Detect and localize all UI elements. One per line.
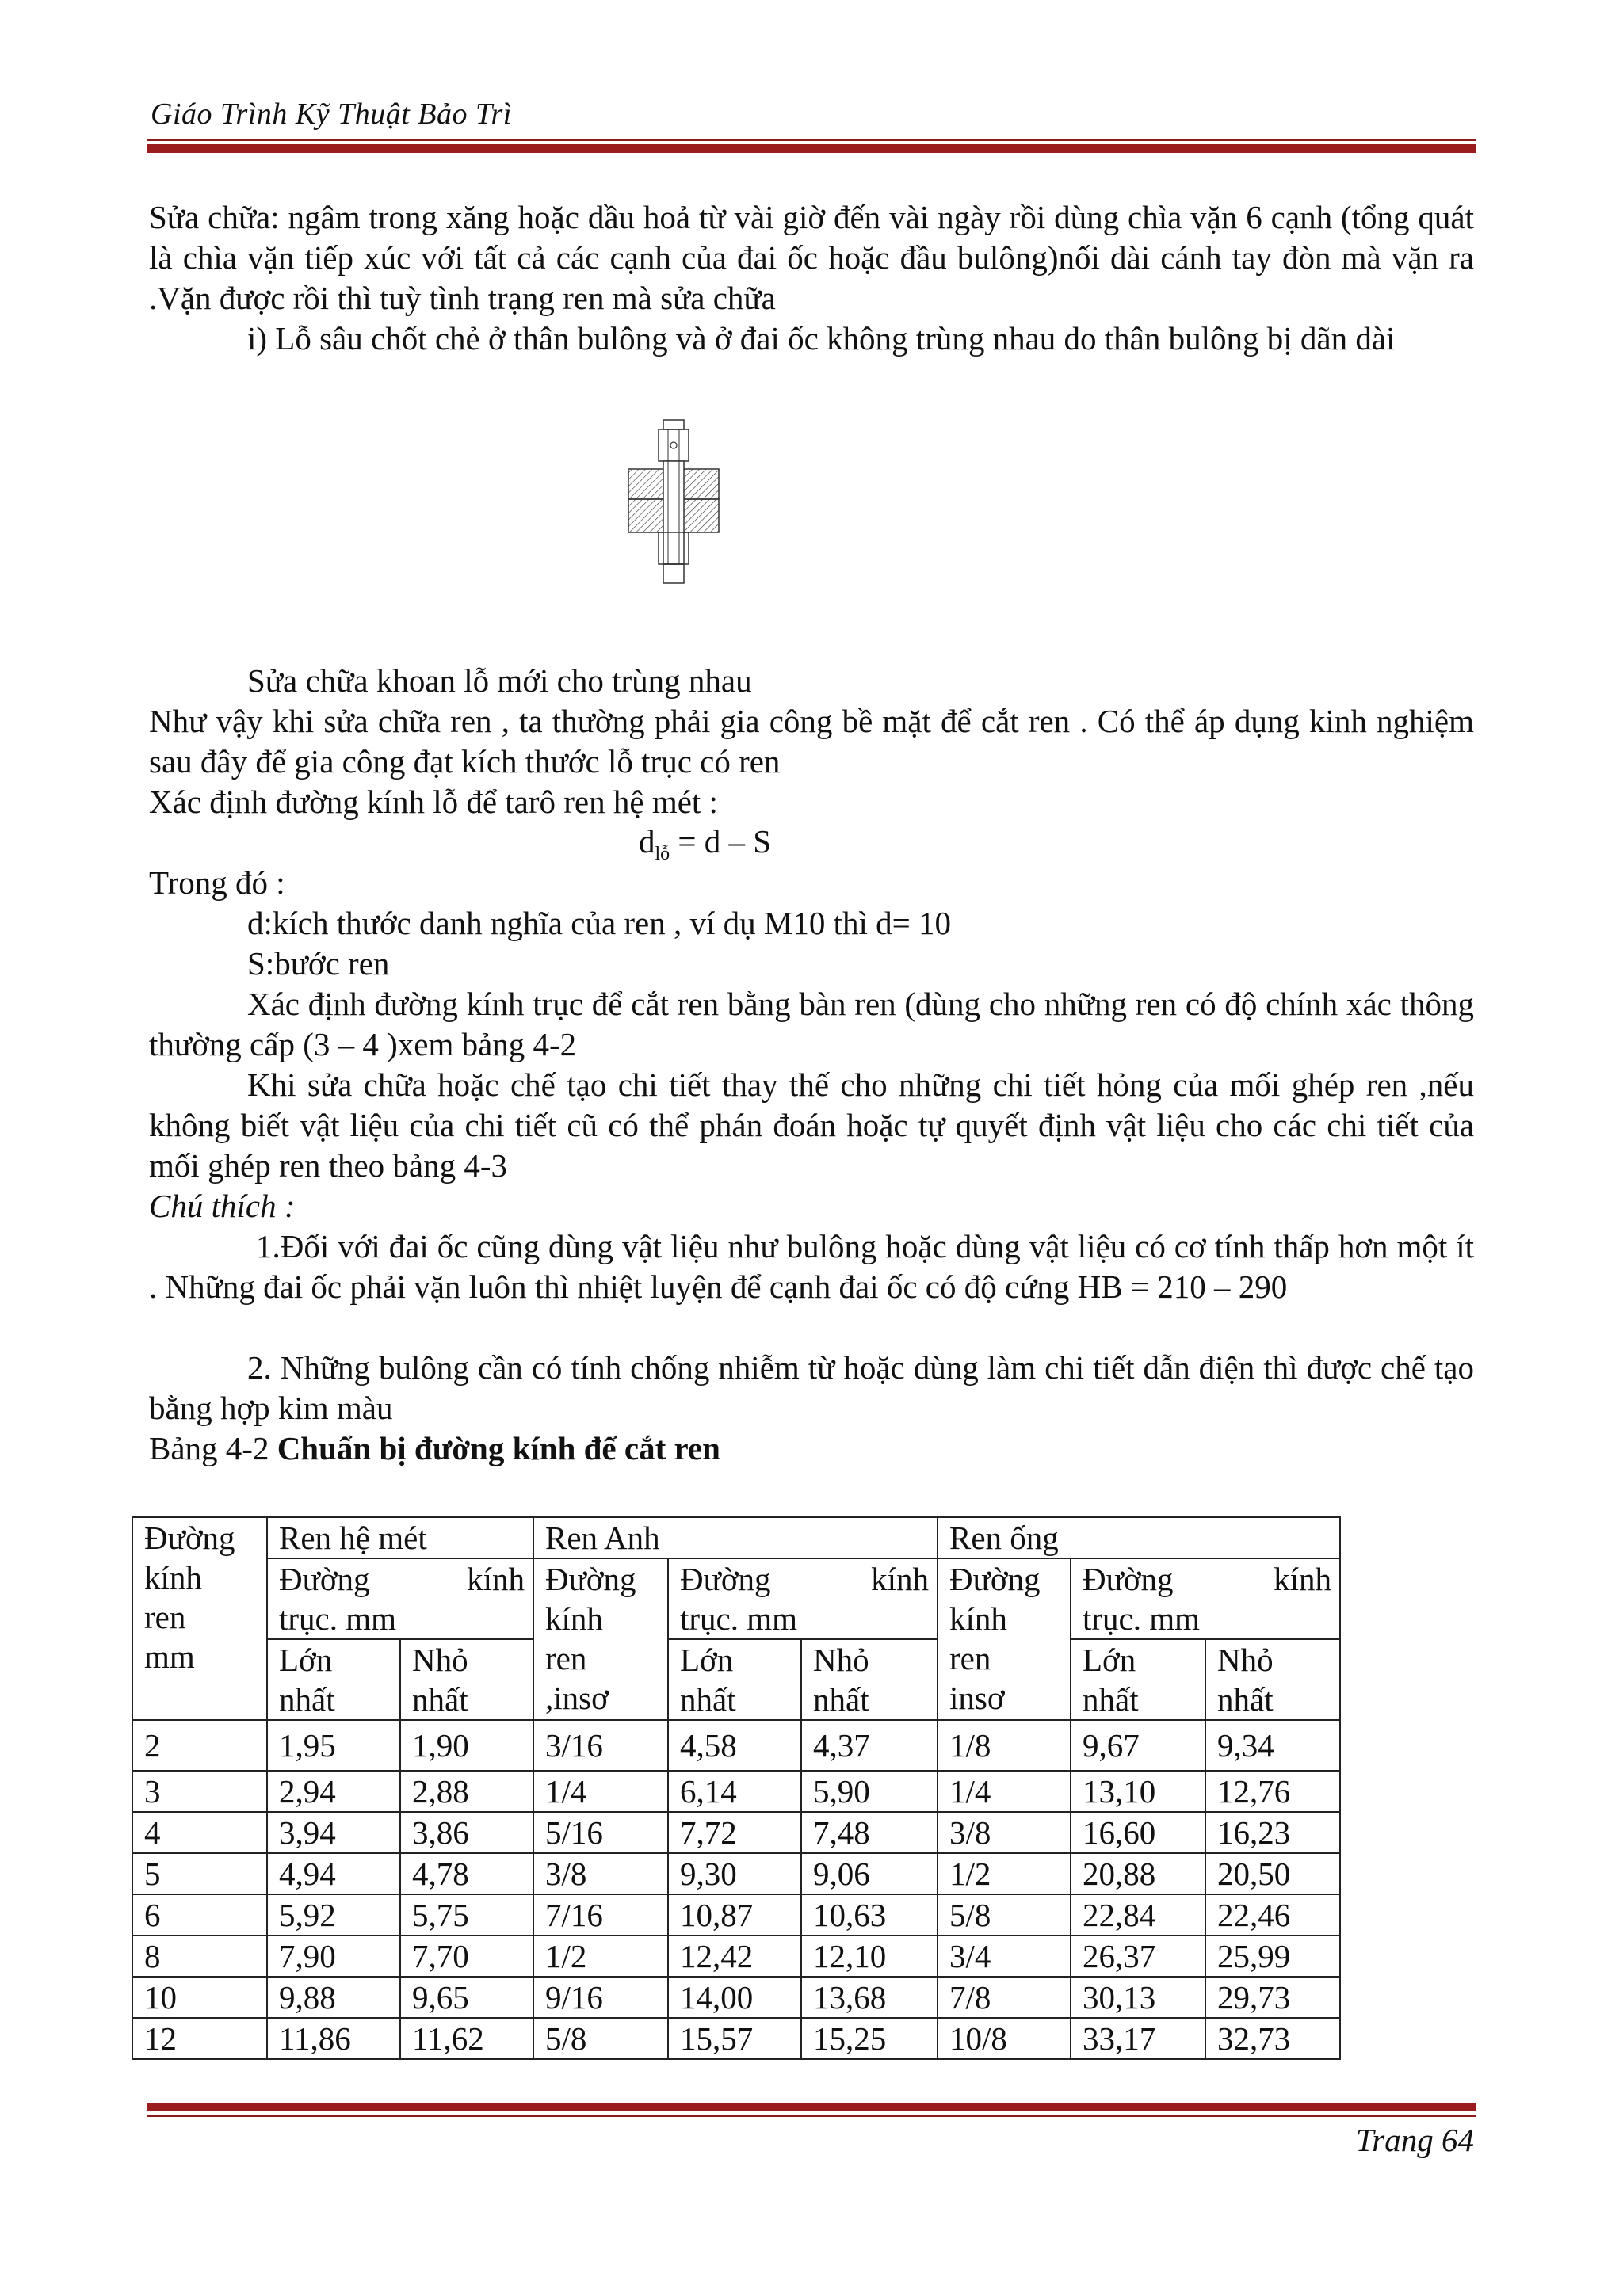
table-cell: 3/16 [533, 1720, 668, 1771]
table-cell: 12,76 [1205, 1771, 1340, 1812]
header-english-thread: Ren Anh [533, 1517, 938, 1558]
table-row [132, 1894, 1340, 1936]
note-1: 1.Đối với đai ốc cũng dùng vật liệu như bulông hoặc dùng vật liệu có cơ tính thấp hơn một ít . Những đai ốc phải vặn luôn thì nhiệt luyện để cạnh đai ốc có độ cứng HB = 210 – 290 [149, 1228, 1474, 1305]
header-english-max: Lớn nhất [668, 1639, 801, 1720]
table-cell: 4,94 [267, 1853, 400, 1894]
table-cell: 22,46 [1205, 1894, 1340, 1936]
header-pipe-min: Nhỏ nhất [1205, 1639, 1340, 1720]
table-cell: 3,94 [267, 1812, 400, 1853]
table-cell: 3 [132, 1771, 267, 1812]
header-pipe-thread: Ren ống [938, 1517, 1340, 1558]
table-cell: 13,68 [801, 1977, 938, 2018]
header-rule-thick [147, 144, 1476, 153]
table-cell: 9,34 [1205, 1720, 1340, 1771]
table-cell: 1/2 [533, 1936, 668, 1977]
table-cell: 3/8 [938, 1812, 1071, 1853]
table-cell: 4,78 [400, 1853, 533, 1894]
footer-rule-thin [147, 2115, 1476, 2117]
table-cell: 2,94 [267, 1771, 400, 1812]
table-cell: 9,88 [267, 1977, 400, 2018]
table-cell: 33,17 [1071, 2018, 1205, 2059]
table-cell: 7,90 [267, 1936, 400, 1977]
header-pipe-max: Lớn nhất [1071, 1639, 1205, 1720]
table-cell: 20,50 [1205, 1853, 1340, 1894]
table-cell: 10 [132, 1977, 267, 2018]
table-cell: 7/16 [533, 1894, 668, 1936]
running-header-title: Giáo Trình Kỹ Thuật Bảo Trì [151, 97, 512, 131]
table-cell: 4,58 [668, 1720, 801, 1771]
table-cell: 8 [132, 1936, 267, 1977]
table-cell: 12 [132, 2018, 267, 2059]
page-number: Trang 64 [1355, 2122, 1474, 2158]
header-rule-thin [147, 139, 1476, 141]
table-row [132, 1936, 1340, 1977]
header-thread-diameter: Đường kính ren mm [132, 1517, 267, 1720]
table-cell: 2 [132, 1720, 267, 1771]
table-cell: 16,60 [1071, 1812, 1205, 1853]
table-cell: 14,00 [668, 1977, 801, 2018]
footer-rule-thick [147, 2103, 1476, 2111]
table-cell: 9,30 [668, 1853, 801, 1894]
table-cell: 3/4 [938, 1936, 1071, 1977]
table-row [132, 1977, 1340, 2018]
table-cell: 5,75 [400, 1894, 533, 1936]
table-cell: 26,37 [1071, 1936, 1205, 1977]
table-cell: 5,92 [267, 1894, 400, 1936]
paragraph-where: Trong đó : [149, 864, 285, 901]
paragraph-shaft-diameter: Xác định đường kính trục để cắt ren bằng bàn ren (dùng cho những ren có độ chính xác thông thường cấp (3 – 4 )xem bảng 4-2 [149, 986, 1474, 1062]
table-cell: 7,70 [400, 1936, 533, 1977]
table-cell: 12,10 [801, 1936, 938, 1977]
table-cell: 16,23 [1205, 1812, 1340, 1853]
table-row [132, 1771, 1340, 1812]
table-cell: 1/4 [533, 1771, 668, 1812]
note-title: Chú thích : [149, 1188, 296, 1224]
header-english-min: Nhỏ nhất [801, 1639, 938, 1720]
table-header-row-2 [132, 1558, 1340, 1639]
table-cell: 1/2 [938, 1853, 1071, 1894]
table-cell: 9,06 [801, 1853, 938, 1894]
header-pipe-shaft-diameter: Đường kính trục. mm [1071, 1558, 1340, 1639]
table-cell: 15,57 [668, 2018, 801, 2059]
table-cell: 25,99 [1205, 1936, 1340, 1977]
table-cell: 6 [132, 1894, 267, 1936]
paragraph-s-definition: S:bước ren [247, 945, 390, 982]
table-cell: 5/16 [533, 1812, 668, 1853]
table-cell: 6,14 [668, 1771, 801, 1812]
table-cell: 10,63 [801, 1894, 938, 1936]
header-english-shaft-diameter: Đường kính trục. mm [668, 1558, 938, 1639]
table-cell: 9,67 [1071, 1720, 1205, 1771]
header-metric-min: Nhỏ nhất [400, 1639, 533, 1720]
table-cell: 30,13 [1071, 1977, 1205, 2018]
paragraph-repair-soak: Sửa chữa: ngâm trong xăng hoặc dầu hoả từ vài giờ đến vài ngày rồi dùng chìa vặn 6 cạnh (tổng quát là chìa vặn tiếp xúc với tất cả các cạnh của đai ốc hoặc đầu bulông)nối dài cánh tay đòn mà vặn ra .Vặn được rồi thì tuỳ tình trạng ren mà sửa chữa [149, 199, 1474, 316]
header-pipe-thread-diameter: Đường kính ren insơ [938, 1558, 1071, 1720]
table-row [132, 2018, 1340, 2059]
paragraph-d-definition: d:kích thước danh nghĩa của ren , ví dụ M10 thì d= 10 [247, 905, 952, 941]
table-cell: 9/16 [533, 1977, 668, 2018]
note-2: 2. Những bulông cần có tính chống nhiễm từ hoặc dùng làm chi tiết dẫn điện thì được chế tạo bằng hợp kim màu [149, 1349, 1474, 1426]
header-english-thread-diameter: Đường kính ren ,insơ [533, 1558, 668, 1720]
table-cell: 3/8 [533, 1853, 668, 1894]
table-cell: 11,62 [400, 2018, 533, 2059]
bolt-cross-section-figure [622, 418, 725, 589]
table-header-row-1 [132, 1517, 1340, 1558]
paragraph-material-choice: Khi sửa chữa hoặc chế tạo chi tiết thay thế cho những chi tiết hỏng của mối ghép ren ,nếu không biết vật liệu của chi tiết cũ có thể phán đoán hoặc tự quyết định vật liệu cho các chi tiết của mối ghép ren theo bảng 4-3 [149, 1066, 1474, 1184]
table-row [132, 1812, 1340, 1853]
table-caption-bold: Chuẩn bị đường kính để cắt ren [277, 1430, 720, 1466]
table-cell: 7,72 [668, 1812, 801, 1853]
table-cell: 4,37 [801, 1720, 938, 1771]
table-cell: 7/8 [938, 1977, 1071, 2018]
table-caption: Bảng 4-2 Chuẩn bị đường kính để cắt ren [149, 1430, 720, 1466]
table-cell: 5,90 [801, 1771, 938, 1812]
header-metric-max: Lớn nhất [267, 1639, 400, 1720]
table-cell: 2,88 [400, 1771, 533, 1812]
table-cell: 3,86 [400, 1812, 533, 1853]
table-cell: 1/8 [938, 1720, 1071, 1771]
table-cell: 10,87 [668, 1894, 801, 1936]
table-cell: 15,25 [801, 2018, 938, 2059]
table-cell: 12,42 [668, 1936, 801, 1977]
bolt-drawing-icon [622, 418, 725, 589]
table-cell: 10/8 [938, 2018, 1071, 2059]
table-cell: 5 [132, 1853, 267, 1894]
table-cell: 22,84 [1071, 1894, 1205, 1936]
table-cell: 9,65 [400, 1977, 533, 2018]
table-cell: 5/8 [938, 1894, 1071, 1936]
formula-hole-diameter: $d_{lỗ} = d - S$ [639, 823, 772, 865]
table-cell: 11,86 [267, 2018, 400, 2059]
table-cell: 32,73 [1205, 2018, 1340, 2059]
table-cell: 7,48 [801, 1812, 938, 1853]
table-cell: 4 [132, 1812, 267, 1853]
table-cell: 13,10 [1071, 1771, 1205, 1812]
table-cell: 1/4 [938, 1771, 1071, 1812]
table-header-row-3 [132, 1639, 1340, 1720]
header-metric-shaft-diameter: Đường kính trục. mm [267, 1558, 533, 1639]
table-cell: 20,88 [1071, 1853, 1205, 1894]
table-cell: 1,90 [400, 1720, 533, 1771]
paragraph-cotter-hole: i) Lỗ sâu chốt chẻ ở thân bulông và ở đai ốc không trùng nhau do thân bulông bị dãn dài [247, 320, 1396, 357]
table-cell: 5/8 [533, 2018, 668, 2059]
table-cell: 1,95 [267, 1720, 400, 1771]
paragraph-hole-diameter: Xác định đường kính lỗ để tarô ren hệ mét : [149, 784, 718, 820]
paragraph-machining-intro: Như vậy khi sửa chữa ren , ta thường phải gia công bề mặt để cắt ren . Có thể áp dụng kinh nghiệm sau đây để gia công đạt kích thước lỗ trục có ren [149, 703, 1474, 780]
paragraph-repair-drill: Sửa chữa khoan lỗ mới cho trùng nhau [247, 662, 752, 699]
header-metric-thread: Ren hệ mét [267, 1517, 533, 1558]
table-row [132, 1720, 1340, 1771]
table-row [132, 1853, 1340, 1894]
thread-diameter-table [132, 1516, 1341, 2060]
table-cell: 29,73 [1205, 1977, 1340, 2018]
